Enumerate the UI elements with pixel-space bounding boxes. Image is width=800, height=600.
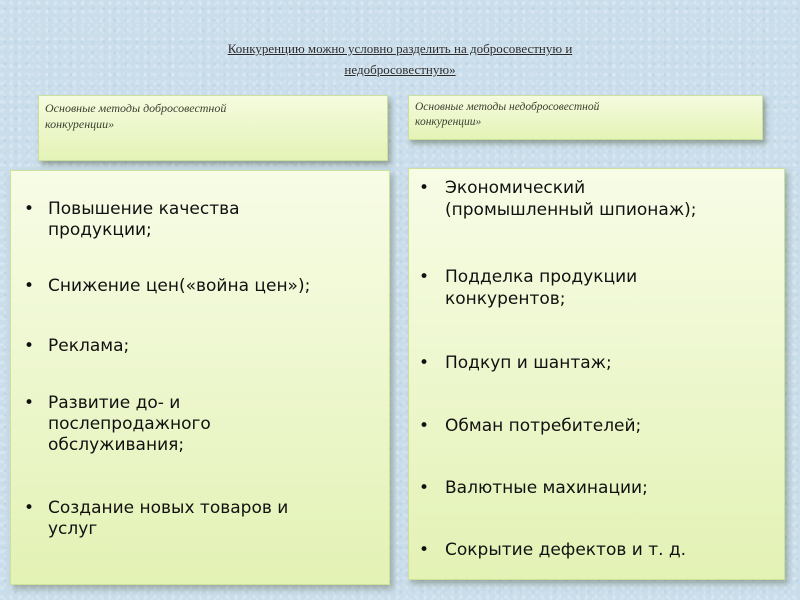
- unfair-methods-header: [408, 95, 763, 140]
- bullet-icon: •: [419, 416, 430, 436]
- list-item: • Повышение качества продукции;: [24, 199, 240, 240]
- list-item: • Снижение цен(«война цен»);: [24, 276, 311, 296]
- unfair-methods-header-line2: конкуренции»: [415, 116, 482, 128]
- bullet-icon: •: [24, 276, 35, 296]
- fair-methods-header: [38, 95, 388, 161]
- fair-methods-header-line2: конкуренции»: [45, 117, 115, 131]
- bullet-icon: •: [419, 540, 430, 560]
- bullet-icon: •: [419, 478, 430, 498]
- slide-title: [120, 38, 680, 80]
- unfair-methods-header-line1: Основные методы недобросовестной: [415, 101, 600, 113]
- fair-methods-list: [10, 170, 390, 585]
- list-item: • Подделка продукции конкурентов;: [419, 267, 638, 309]
- bullet-icon: •: [24, 393, 35, 413]
- list-item: • Обман потребителей;: [419, 416, 642, 436]
- bullet-icon: •: [419, 178, 430, 198]
- list-item: • Создание новых товаров и услуг: [24, 498, 289, 539]
- bullet-icon: •: [419, 267, 430, 287]
- slide-title-line2: недобросовестную»: [344, 62, 456, 77]
- bullet-icon: •: [419, 353, 430, 373]
- list-item: • Реклама;: [24, 336, 130, 356]
- bullet-icon: •: [24, 336, 35, 356]
- list-item: • Валютные махинации;: [419, 478, 648, 498]
- unfair-methods-list: [408, 168, 785, 580]
- list-item: • Экономический (промышленный шпионаж);: [419, 178, 697, 220]
- fair-methods-header-line1: Основные методы добросовестной: [45, 101, 227, 115]
- slide-title-line1: Конкуренцию можно условно разделить на добросовестную и: [227, 41, 573, 56]
- list-item: • Сокрытие дефектов и т. д.: [419, 540, 687, 560]
- list-item: • Подкуп и шантаж;: [419, 353, 612, 373]
- bullet-icon: •: [24, 498, 35, 518]
- bullet-icon: •: [24, 199, 35, 219]
- list-item: • Развитие до- и послепродажного обслуживания;: [24, 393, 211, 455]
